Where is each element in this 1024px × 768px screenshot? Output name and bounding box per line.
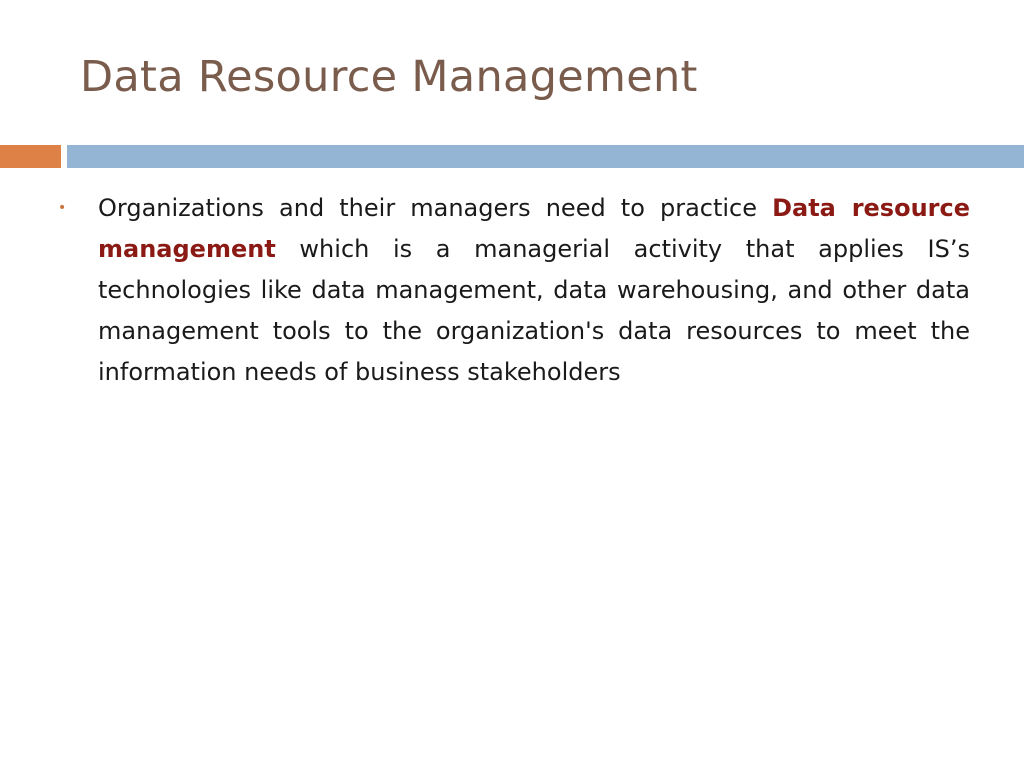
slide-title: Data Resource Management	[80, 52, 698, 102]
title-rule-bar	[67, 145, 1024, 168]
bullet-text-after: which is a managerial activity that applies IS’s technologies like data management, data warehousing, and other data management tools to the organization's data resources to meet the information needs of business stakeholders	[98, 235, 970, 386]
bullet-item	[56, 188, 970, 393]
bullet-marker: •	[58, 200, 67, 216]
bullet-emphasis-text: Data resource management	[98, 194, 971, 263]
bullet-list	[56, 188, 970, 393]
bullet-text-before: Organizations and their managers need to practice	[98, 194, 773, 222]
title-accent-bar	[0, 145, 61, 168]
